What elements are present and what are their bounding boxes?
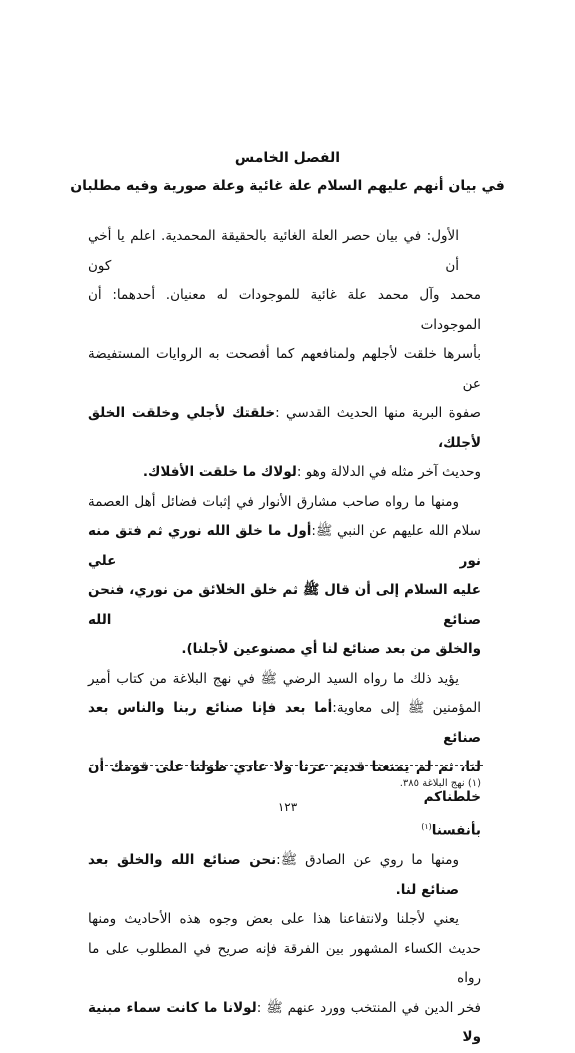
quote-text: بأنفسنا bbox=[431, 822, 481, 839]
paragraph-line: يؤيد ذلك ما رواه السيد الرضي ﷺ في نهج البلاغة من كتاب أمير bbox=[88, 670, 459, 687]
paragraph-line: يعني لأجلنا ولانتفاعنا هذا على بعض وجوه هذه الأحاديث ومنها bbox=[88, 911, 459, 927]
paragraph-line bbox=[88, 399, 481, 458]
paragraph-line: ومنها ما رواه صاحب مشارق الأنوار في إثبات فضائل أهل العصمة bbox=[88, 493, 459, 510]
page-number: ١٢٣ bbox=[277, 800, 298, 814]
paragraph-line: الأول: في بيان حصر العلة الغائية بالحقيقة المحمدية. اعلم يا أخي أن كون bbox=[88, 228, 459, 274]
quote-text: عليه السلام إلى أن قال ﷺ ثم خلق الخلائق من نوري، فنحن صنائع الله bbox=[88, 582, 481, 628]
text-span: صفوة البرية منها الحديث القدسي : bbox=[275, 405, 481, 421]
text-span: ومنها ما روي عن الصادق ﷺ: bbox=[276, 852, 459, 868]
paragraph-line: محمد وآل محمد علة غائية للموجودات له معنيان. أحدهما: أن الموجودات bbox=[88, 287, 481, 333]
footnote-divider bbox=[90, 765, 483, 766]
paragraph-line: بأسرها خلقت لأجلهم ولمنافعهم كما أفصحت به الروايات المستفيضة عن bbox=[88, 346, 481, 392]
paragraph-line bbox=[88, 576, 481, 635]
paragraph-line bbox=[88, 994, 481, 1053]
footnote: (١) نهج البلاغة ٣٨٥. bbox=[399, 778, 481, 789]
paragraph-line bbox=[88, 846, 481, 905]
text-span: وحديث آخر مثله في الدلالة وهو : bbox=[296, 464, 481, 480]
paragraph-line bbox=[88, 812, 481, 846]
quote-text: لنا، ثم لم يمنعنا قديم عزنا ولا عادي طولنا على قومك أن خلطناكم bbox=[88, 759, 481, 805]
paragraph-line bbox=[88, 458, 481, 488]
paragraph-line bbox=[88, 635, 481, 665]
quote-text: لولاك ما خلقت الأفلاك. bbox=[142, 464, 297, 480]
quote-text: والخلق من بعد صنائع لنا أي مصنوعين لأجلنا). bbox=[181, 641, 481, 657]
chapter-title: الفصل الخامس bbox=[234, 150, 341, 166]
paragraph-line: حديث الكساء المشهور بين الفرقة فإنه صريح في المطلوب على ما رواه bbox=[88, 940, 481, 986]
paragraph-line bbox=[88, 694, 481, 753]
text-span: سلام الله عليهم عن النبي ﷺ: bbox=[311, 523, 481, 539]
chapter-subtitle: في بيان أنهم عليهم السلام علة غائية وعلة صورية وفيه مطلبان bbox=[70, 178, 505, 194]
text-span: فخر الدين في المنتخب وورد عنهم ﷺ : bbox=[256, 999, 481, 1016]
footnote-ref[interactable]: (١) bbox=[421, 822, 432, 831]
quote-text: أول ما خلق الله نوري ثم فتق منه نور علي bbox=[88, 523, 481, 569]
quote-text: خلقتك لأجلي وخلقت الخلق لأجلك، bbox=[88, 405, 481, 451]
text-span: المؤمنين ﷺ إلى معاوية: bbox=[332, 700, 481, 716]
quote-text: نحن صنائع الله والخلق بعد صنائع لنا. bbox=[88, 852, 459, 898]
quote-text: لولانا ما كانت سماء مبنية ولا bbox=[88, 999, 481, 1045]
quote-text: أما بعد فإنا صنائع ربنا والناس بعد صنائع bbox=[88, 700, 481, 746]
body-text bbox=[88, 222, 481, 1053]
paragraph-line bbox=[88, 517, 481, 576]
